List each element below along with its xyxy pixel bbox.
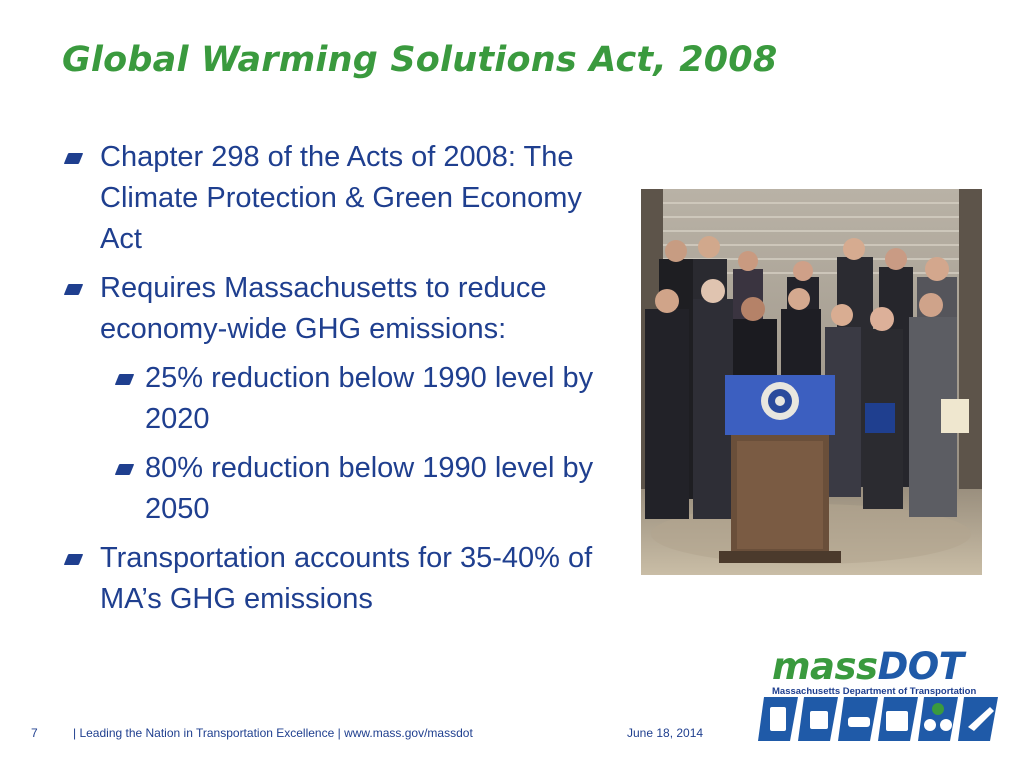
sub-bullet-item xyxy=(62,448,602,530)
bullet-text: 80% reduction below 1990 level by 2050 xyxy=(145,452,594,525)
bullet-text: 25% reduction below 1990 level by 2020 xyxy=(145,362,594,435)
bullet-marker-icon xyxy=(115,464,134,475)
bullet-item xyxy=(62,538,602,620)
slide-title: Global Warming Solutions Act, 2008 xyxy=(62,40,778,80)
bullet-item xyxy=(62,268,602,350)
bullet-marker-icon xyxy=(64,153,83,164)
transport-icons xyxy=(758,697,998,741)
footer-date: June 18, 2014 xyxy=(627,726,704,740)
bullet-list xyxy=(62,137,602,628)
footer-tagline: | Leading the Nation in Transportation Excellence | www.mass.gov/massdot xyxy=(73,726,473,740)
sub-bullet-item xyxy=(62,358,602,440)
bullet-text: Requires Massachusetts to reduce economy-wide GHG emissions: xyxy=(100,272,547,345)
bullet-marker-icon xyxy=(115,374,134,385)
press-conference-photo xyxy=(641,189,982,575)
massdot-logo xyxy=(758,645,1002,746)
page-number: 7 xyxy=(31,726,38,740)
bullet-item xyxy=(62,137,602,260)
bullet-text: Chapter 298 of the Acts of 2008: The Climate Protection & Green Economy Act xyxy=(100,141,582,255)
logo-subtitle: Massachusetts Department of Transportation xyxy=(772,686,977,697)
bullet-marker-icon xyxy=(64,284,83,295)
logo-wordmark xyxy=(772,645,963,688)
logo-word-mass: mass xyxy=(772,645,878,688)
logo-word-dot: DOT xyxy=(877,645,964,688)
bullet-marker-icon xyxy=(64,554,83,565)
bullet-text: Transportation accounts for 35-40% of MA’s GHG emissions xyxy=(100,542,593,615)
